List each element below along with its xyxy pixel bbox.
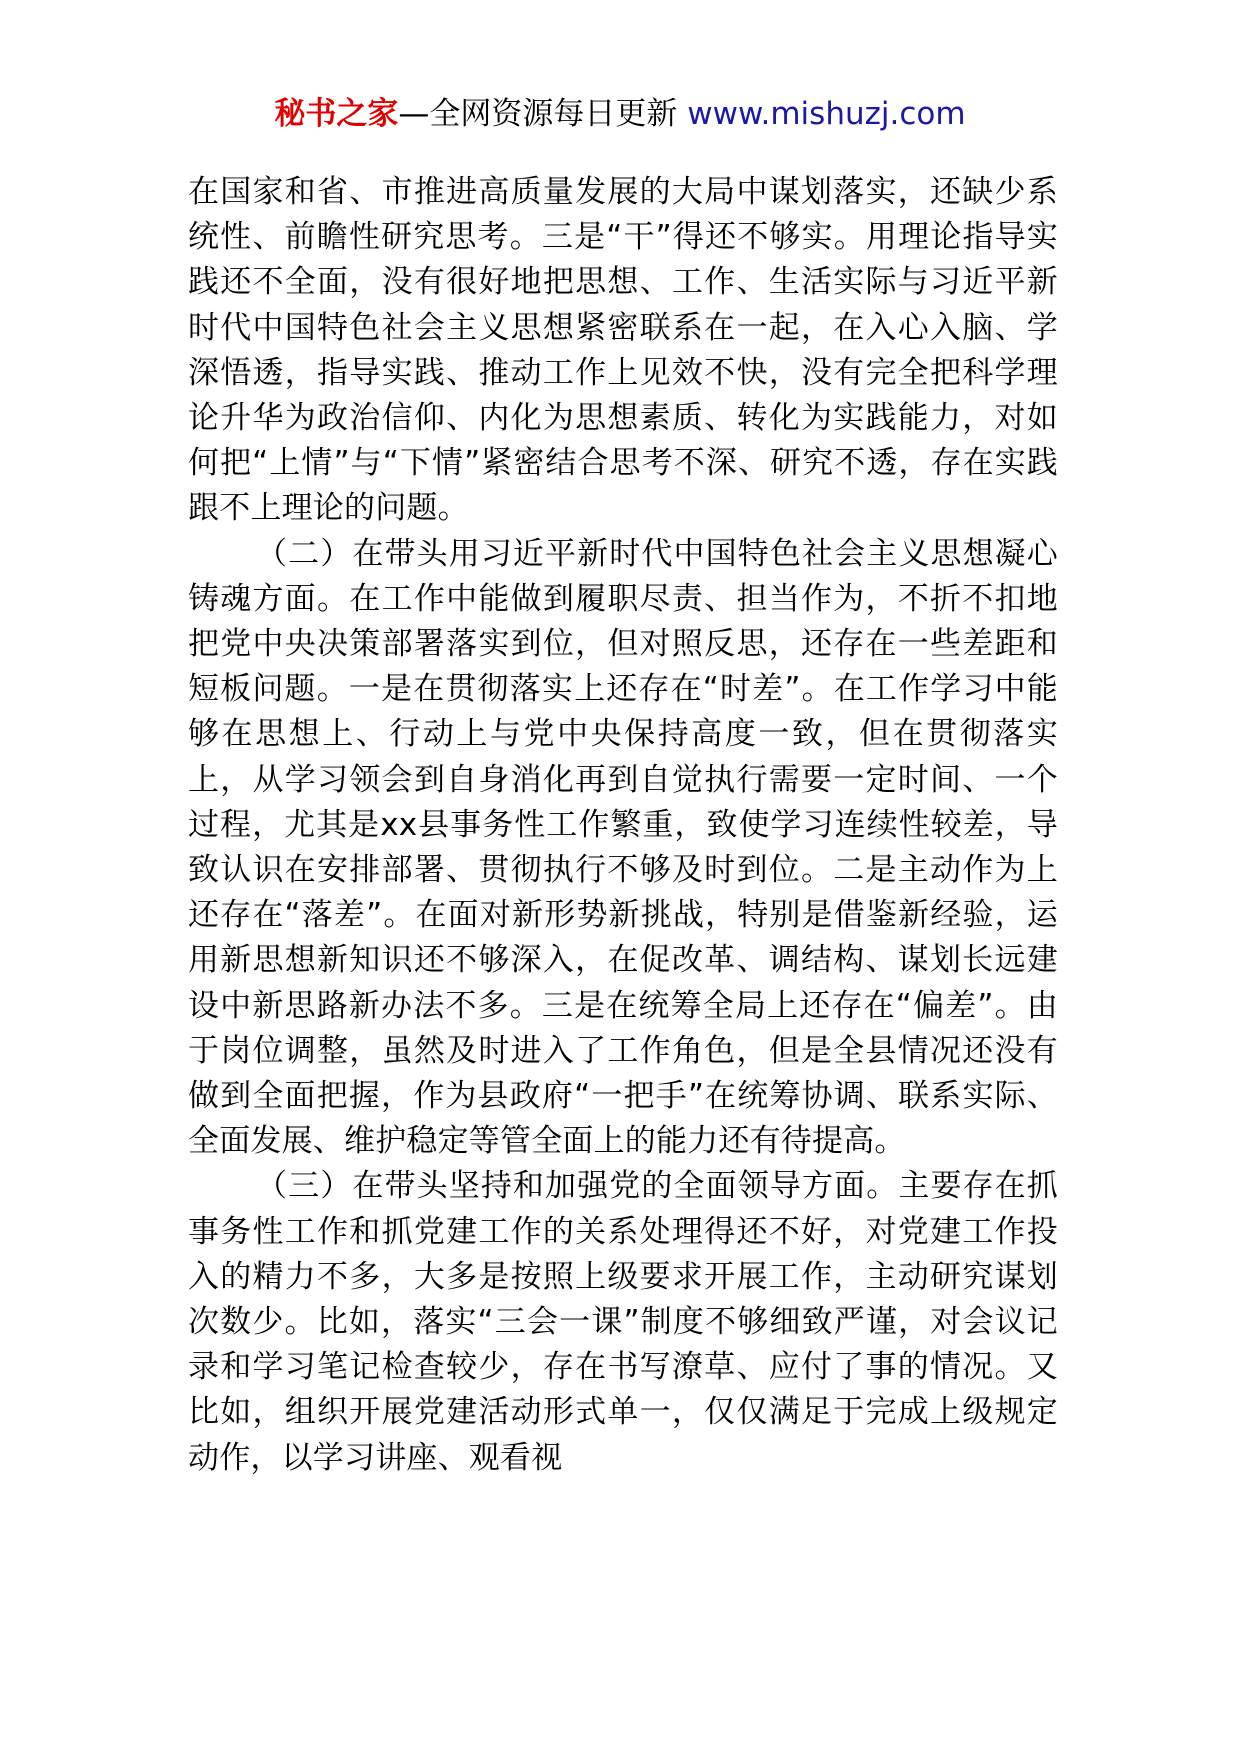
paragraph-section-two: （二）在带头用习近平新时代中国特色社会主义思想凝心铸魂方面。在工作中能做到履职尽责、担当作为，不折不扣地把党中央决策部署落实到位，但对照反思，还存在一些差距和短板问题。一是在贯彻落实上还存在“时差”。在工作学习中能够在思想上、行动上与党中央保持高度一致，但在贯彻落实上，从学习领会到自身消化再到自觉执行需要一定时间、一个过程，尤其是xx县事务性工作繁重，致使学习连续性较差，导致认识在安排部署、贯彻执行不够及时到位。二是主动作为上还存在“落差”。在面对新形势新挑战，特别是借鉴新经验，运用新思想新知识还不够深入，在促改革、调结构、谋划长远建设中新思路新办法不多。三是在统筹全局上还存在“偏差”。由于岗位调整，虽然及时进入了工作角色，但是全县情况还没有做到全面把握，作为县政府“一把手”在统筹协调、联系实际、全面发展、维护稳定等管全面上的能力还有待提高。 — [188, 535, 1058, 1160]
site-header — [0, 92, 1240, 136]
document-body — [188, 170, 1058, 1481]
paragraph-continuation: 在国家和省、市推进高质量发展的大局中谋划落实，还缺少系统性、前瞻性研究思考。三是“干”得还不够实。用理论指导实践还不全面，没有很好地把思想、工作、生活实际与习近平新时代中国特色社会主义思想紧密联系在一起，在入心入脑、学深悟透，指导实践、推动工作上见效不快，没有完全把科学理论升华为政治信仰、内化为思想素质、转化为实践能力，对如何把“上情”与“下情”紧密结合思考不深、研究不透，存在实践跟不上理论的问题。 — [188, 174, 1058, 527]
site-url-link[interactable]: www.mishuzj.com — [687, 96, 966, 132]
paragraph-section-three: （三）在带头坚持和加强党的全面领导方面。主要存在抓事务性工作和抓党建工作的关系处理得还不好，对党建工作投入的精力不多，大多是按照上级要求开展工作，主动研究谋划次数少。比如，落实“三会一课”制度不够细致严谨，对会议记录和学习笔记检查较少，存在书写潦草、应付了事的情况。又比如，组织开展党建活动形式单一，仅仅满足于完成上级规定动作，以学习讲座、观看视 — [188, 1168, 1058, 1476]
site-brand: 秘书之家 — [274, 96, 399, 132]
site-slogan: —全网资源每日更新 — [398, 96, 678, 132]
